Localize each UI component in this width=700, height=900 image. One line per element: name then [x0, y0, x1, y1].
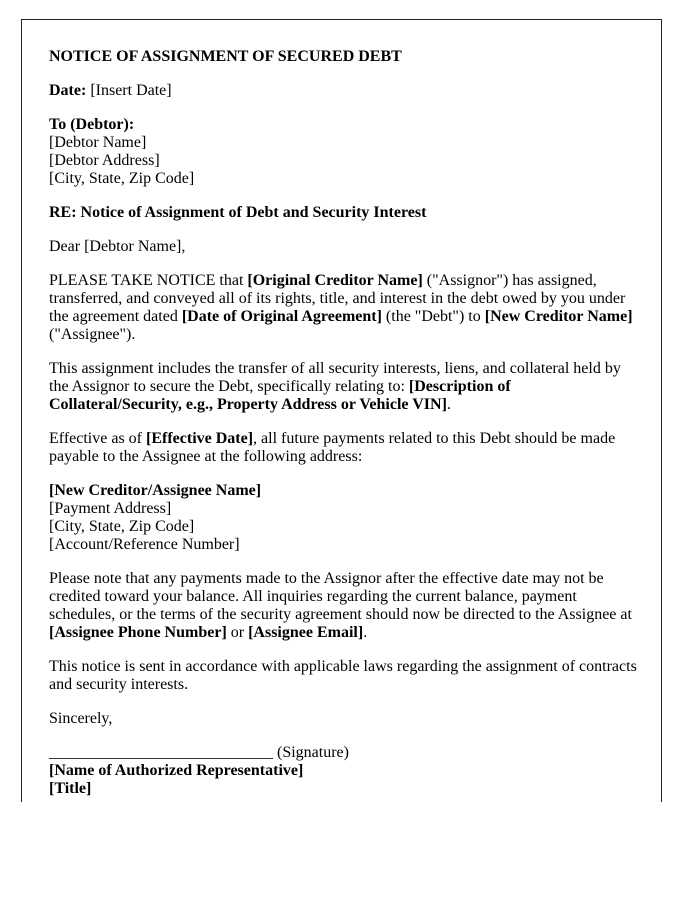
assignee-phone-placeholder: [Assignee Phone Number]: [49, 624, 227, 641]
original-creditor-placeholder: [Original Creditor Name]: [247, 272, 423, 289]
to-debtor-label: To (Debtor):: [49, 116, 135, 133]
effective-paragraph: [49, 430, 640, 466]
signature-caption: (Signature): [273, 744, 349, 761]
new-creditor-placeholder: [New Creditor Name]: [484, 308, 633, 325]
representative-title-placeholder: [Title]: [49, 780, 92, 797]
notice-text: (the "Debt") to: [381, 308, 485, 325]
note-text: or: [226, 624, 249, 641]
debtor-name-line: [Debtor Name]: [49, 134, 147, 151]
effective-date-placeholder: [Effective Date]: [146, 430, 254, 447]
notice-text: ("Assignee").: [49, 326, 136, 343]
payee-address-block: [49, 482, 640, 554]
salutation: Dear [Debtor Name],: [49, 238, 186, 255]
assignment-paragraph: [49, 360, 640, 414]
letter-document: [21, 19, 662, 802]
debtor-address-block: [49, 116, 640, 188]
notice-paragraph: [49, 272, 640, 344]
payee-city-state-zip-line: [City, State, Zip Code]: [49, 518, 195, 535]
assignment-text: .: [446, 396, 451, 413]
notice-text: PLEASE TAKE NOTICE that: [49, 272, 248, 289]
signature-block: [49, 744, 640, 798]
assignee-name-placeholder: [New Creditor/Assignee Name]: [49, 482, 262, 499]
effective-text: Effective as of: [49, 430, 146, 447]
representative-name-placeholder: [Name of Authorized Representative]: [49, 762, 304, 779]
assignee-email-placeholder: [Assignee Email]: [248, 624, 364, 641]
re-subject-line: RE: Notice of Assignment of Debt and Security Interest: [49, 204, 427, 221]
letter-title: NOTICE OF ASSIGNMENT OF SECURED DEBT: [49, 48, 402, 65]
notice-text: ("Assignor") has assigned, transferred, and conveyed all of its rights, title, and interest in the debt owed by you under the agreement dated: [49, 272, 626, 325]
note-text: Please note that any payments made to the Assignor after the effective date may not be credited toward your balance. All inquiries regarding the current balance, payment schedules, or the terms of the security agreement should now be directed to the Assignee at: [49, 570, 632, 623]
legal-compliance-paragraph: This notice is sent in accordance with applicable laws regarding the assignment of contracts and security interests.: [49, 658, 637, 693]
effective-text: , all future payments related to this Debt should be made payable to the Assignee at the following address:: [49, 430, 616, 465]
signature-line: ____________________________: [49, 744, 273, 761]
debtor-city-state-zip-line: [City, State, Zip Code]: [49, 170, 195, 187]
date-label: Date:: [49, 82, 87, 99]
account-reference-line: [Account/Reference Number]: [49, 536, 240, 553]
payment-note-paragraph: [49, 570, 640, 642]
debtor-address-line: [Debtor Address]: [49, 152, 160, 169]
agreement-date-placeholder: [Date of Original Agreement]: [181, 308, 382, 325]
assignment-text: This assignment includes the transfer of all security interests, liens, and collateral held by the Assignor to secure the Debt, specifically relating to:: [49, 360, 621, 395]
payment-address-line: [Payment Address]: [49, 500, 172, 517]
collateral-description-placeholder: [Description of Collateral/Security, e.g., Property Address or Vehicle VIN]: [49, 378, 511, 413]
date-line: [49, 82, 640, 100]
closing: Sincerely,: [49, 710, 113, 727]
note-text: .: [363, 624, 368, 641]
date-value: [Insert Date]: [86, 82, 172, 99]
